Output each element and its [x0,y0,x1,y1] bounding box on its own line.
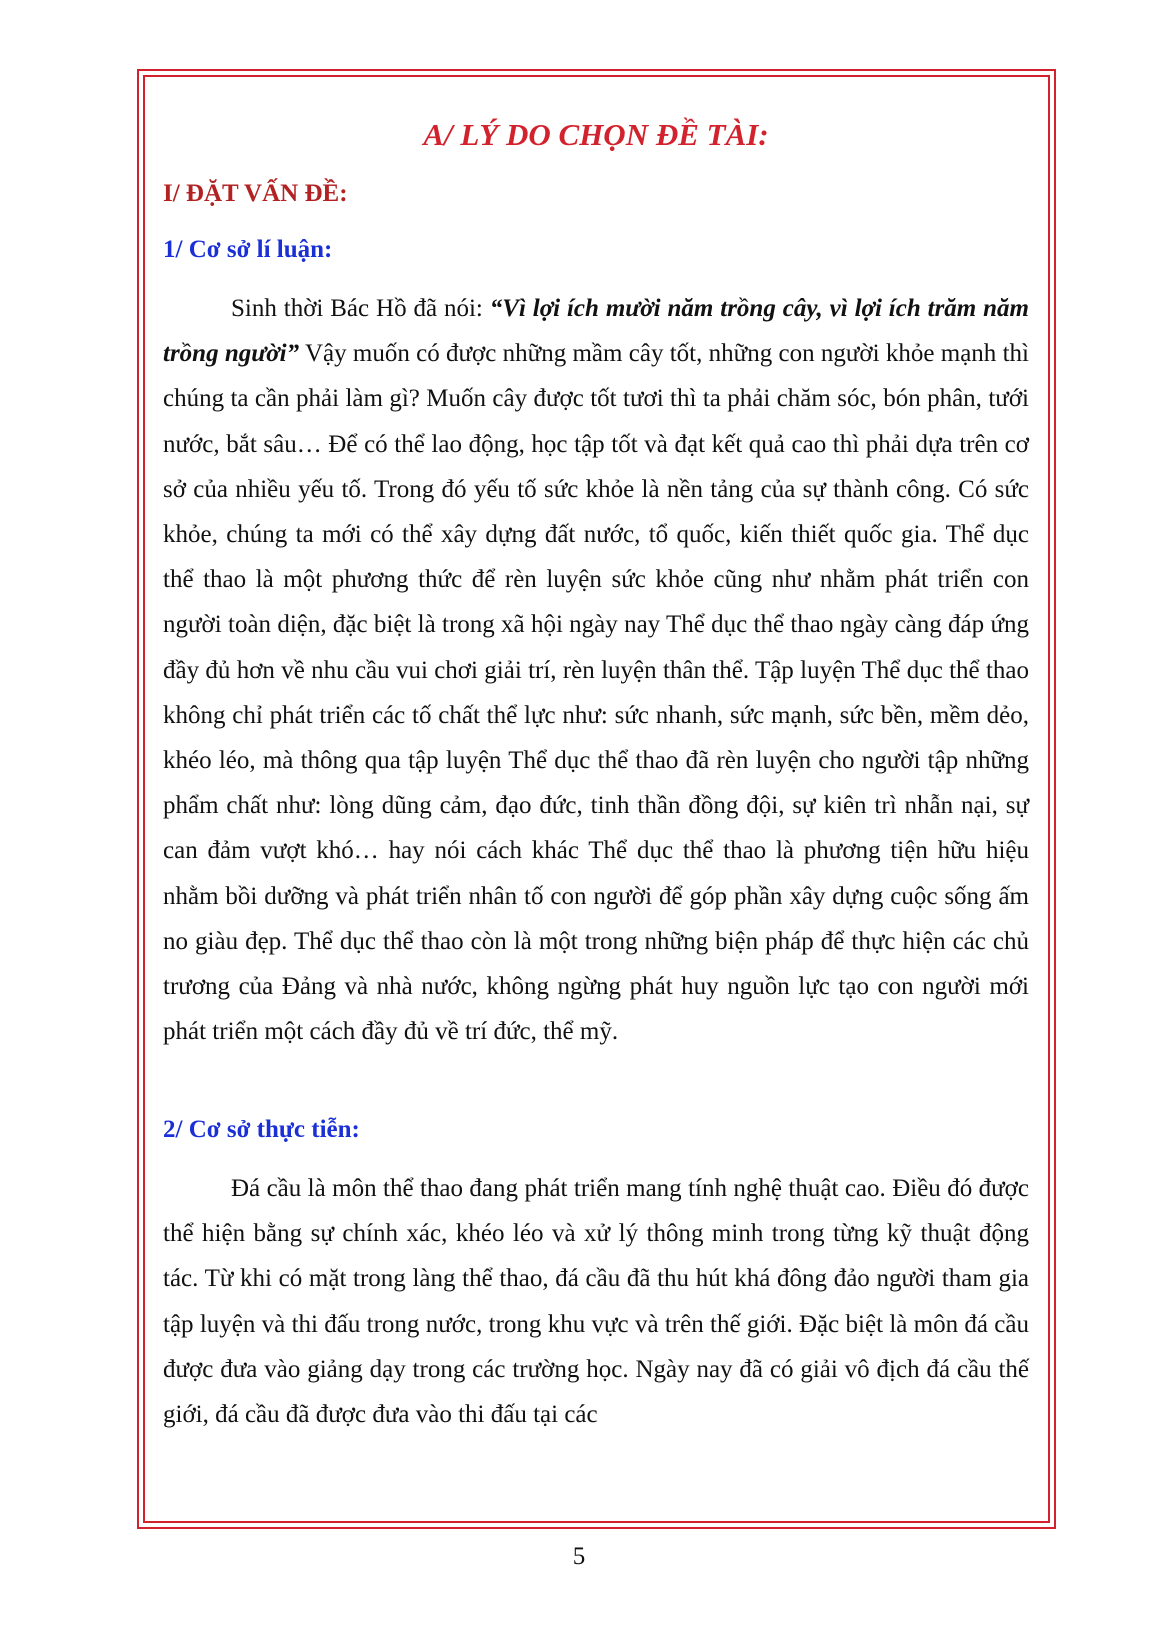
paragraph-practice: Đá cầu là môn thể thao đang phát triển mang tính nghệ thuật cao. Điều đó được thể hiện bằng sự chính xác, khéo léo và xử lý thông minh trong từng kỹ thuật động tác. Từ khi có mặt trong làng thể thao, đá cầu đã thu hút khá đông đảo người tham gia tập luyện và thi đấu trong nước, trong khu vực và trên thế giới. Đặc biệt là môn đá cầu được đưa vào giảng dạy trong các trường học. Ngày nay đã có giải vô địch đá cầu thế giới, đá cầu đã được đưa vào thi đấu tại các [163,1175,1029,1429]
paragraph-theory [163,286,1029,1054]
paragraph-body: Vậy muốn có được những mầm cây tốt, những con người khỏe mạnh thì chúng ta cần phải làm gì? Muốn cây được tốt tươi thì ta phải chăm sóc, bón phân, tưới nước, bắt sâu… Để có thể lao động, học tập tốt và đạt kết quả cao thì phải dựa trên cơ sở của nhiều yếu tố. Trong đó yếu tố sức khỏe là nền tảng của sự thành công. Có sức khỏe, chúng ta mới có thể xây dựng đất nước, tổ quốc, kiến thiết quốc gia. Thể dục thể thao là một phương thức để rèn luyện sức khỏe cũng như nhằm phát triển con người toàn diện, đặc biệt là trong xã hội ngày nay Thể dục thể thao ngày càng đáp ứng đầy đủ hơn về nhu cầu vui chơi giải trí, rèn luyện thân thể. Tập luyện Thể dục thể thao không chỉ phát triển các tố chất thể lực như: sức nhanh, sức mạnh, sức bền, mềm dẻo, khéo léo, mà thông qua tập luyện Thể dục thể thao đã rèn luyện cho người tập những phẩm chất như: lòng dũng cảm, đạo đức, tinh thần đồng đội, sự kiên trì nhẫn nại, sự can đảm vượt khó… hay nói cách khác Thể dục thể thao là phương tiện hữu hiệu nhằm bồi dưỡng và phát triển nhân tố con người để góp phần xây dựng cuộc sống ấm no giàu đẹp. Thể dục thể thao còn là một trong những biện pháp để thực hiện các chủ trương của Đảng và nhà nước, không ngừng phát huy nguồn lực tạo con người mới phát triển một cách đầy đủ về trí đức, thể mỹ. [163,340,1029,1046]
section-heading: I/ ĐẶT VẤN ĐỀ: [163,180,348,207]
subsection-heading-theory: 1/ Cơ sở lí luận: [163,236,333,263]
document-title: A/ LÝ DO CHỌN ĐỀ TÀI: [423,117,769,152]
page-number: 5 [572,1543,586,1570]
subsection-heading-practice: 2/ Cơ sở thực tiễn: [163,1116,360,1143]
paragraph-lead: Sinh thời Bác Hồ đã nói: [231,295,490,322]
ho-chi-minh-quote: “Vì lợi ích mười năm trồng cây, vì lợi ích trăm năm trồng người” [163,295,1029,368]
